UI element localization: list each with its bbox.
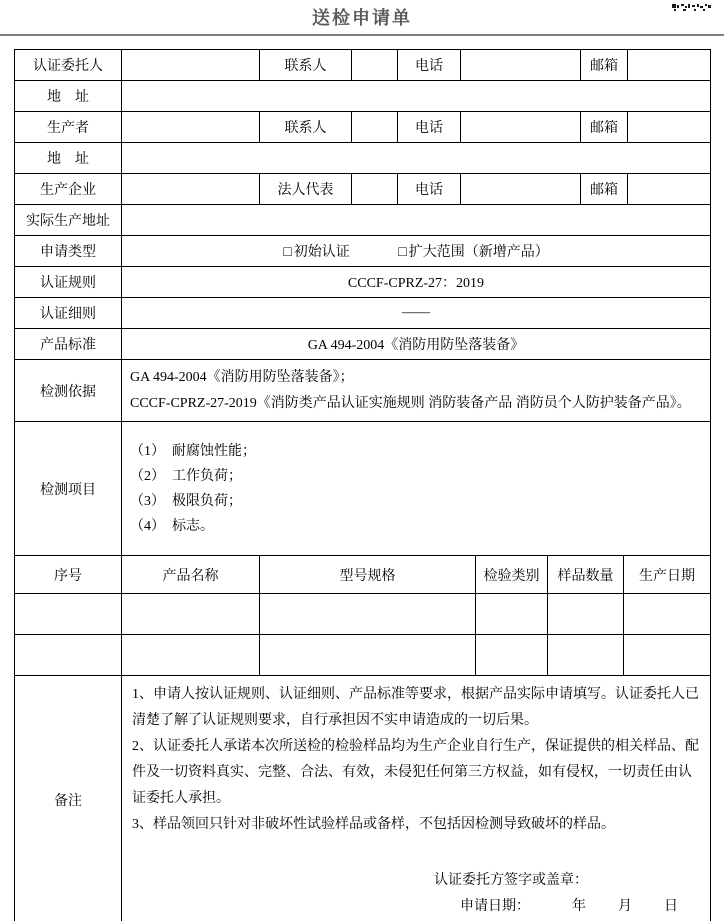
manufacturer-label: 生产企业 — [15, 174, 122, 205]
product-cell-model[interactable] — [260, 594, 476, 635]
cert-rule-value: CCCF-CPRZ-27：2019 — [122, 267, 711, 298]
product-cell-name[interactable] — [122, 635, 260, 676]
option-initial-cert-label: 初始认证 — [293, 245, 350, 260]
producer-value-cell[interactable] — [122, 112, 260, 143]
header-product-name: 产品名称 — [122, 556, 260, 594]
applicant-email-value-cell[interactable] — [628, 50, 711, 81]
qr-code-fragment-icon — [672, 0, 712, 9]
product-cell-quantity[interactable] — [548, 594, 624, 635]
legal-rep-value-cell[interactable] — [352, 174, 398, 205]
product-cell-model[interactable] — [260, 635, 476, 676]
cert-detail-value: —— — [122, 298, 711, 329]
applicant-label: 认证委托人 — [15, 50, 122, 81]
manufacturer-row — [15, 174, 711, 205]
test-basis-row — [15, 360, 711, 422]
applicant-contact-label: 联系人 — [260, 50, 352, 81]
product-cell-date[interactable] — [624, 594, 711, 635]
producer-label: 生产者 — [15, 112, 122, 143]
producer-email-label: 邮箱 — [581, 112, 628, 143]
signature-line: 认证委托方签字或盖章： — [434, 873, 588, 888]
checkbox-icon[interactable]: □ — [283, 245, 292, 260]
producer-address-row — [15, 143, 711, 174]
checkbox-scope-expansion[interactable] — [398, 241, 548, 261]
info-table — [14, 49, 711, 556]
producer-row — [15, 112, 711, 143]
test-items-list — [122, 422, 711, 556]
application-date-line — [132, 894, 700, 920]
application-type-label: 申请类型 — [15, 236, 122, 267]
test-item: （2） 工作负荷； — [130, 468, 242, 484]
product-row — [15, 635, 711, 676]
manufacturer-phone-label: 电话 — [398, 174, 461, 205]
test-item: （1） 耐腐蚀性能； — [130, 443, 256, 459]
manufacturer-email-value-cell[interactable] — [628, 174, 711, 205]
date-label: 申请日期： — [460, 899, 530, 914]
remarks-content — [122, 676, 711, 921]
product-cell-serial[interactable] — [15, 635, 122, 676]
actual-address-label: 实际生产地址 — [15, 205, 122, 236]
manufacturer-value-cell[interactable] — [122, 174, 260, 205]
cert-rule-row — [15, 267, 711, 298]
applicant-phone-value-cell[interactable] — [461, 50, 581, 81]
manufacturer-email-label: 邮箱 — [581, 174, 628, 205]
checkbox-icon[interactable]: □ — [398, 245, 407, 260]
title-divider — [0, 34, 724, 36]
product-standard-label: 产品标准 — [15, 329, 122, 360]
product-standard-row — [15, 329, 711, 360]
remarks-label: 备注 — [15, 676, 122, 921]
test-item: （3） 极限负荷； — [130, 493, 242, 509]
date-day-label: 日 — [664, 899, 678, 914]
test-items-row — [15, 422, 711, 556]
applicant-address-value-cell[interactable] — [122, 81, 711, 112]
checkbox-initial-cert[interactable] — [283, 241, 349, 261]
product-cell-name[interactable] — [122, 594, 260, 635]
product-header-row — [15, 556, 711, 594]
product-standard-value: GA 494-2004《消防用防坠落装备》 — [122, 329, 711, 360]
application-type-options — [122, 236, 711, 267]
actual-address-row — [15, 205, 711, 236]
option-scope-expansion-label: 扩大范围（新增产品） — [408, 245, 549, 260]
test-items-label: 检测项目 — [15, 422, 122, 556]
cert-detail-label: 认证细则 — [15, 298, 122, 329]
header-serial-number: 序号 — [15, 556, 122, 594]
manufacturer-phone-value-cell[interactable] — [461, 174, 581, 205]
cert-detail-row — [15, 298, 711, 329]
applicant-row — [15, 50, 711, 81]
remarks-row — [15, 676, 711, 921]
page-title: 送检申请单 — [312, 8, 412, 28]
legal-rep-label: 法人代表 — [260, 174, 352, 205]
producer-contact-label: 联系人 — [260, 112, 352, 143]
producer-email-value-cell[interactable] — [628, 112, 711, 143]
product-row — [15, 594, 711, 635]
actual-address-value-cell[interactable] — [122, 205, 711, 236]
date-month-label: 月 — [618, 899, 632, 914]
applicant-phone-label: 电话 — [398, 50, 461, 81]
header-model-spec: 型号规格 — [260, 556, 476, 594]
header-inspection-category: 检验类别 — [476, 556, 548, 594]
remarks-table — [14, 675, 711, 921]
applicant-contact-value-cell[interactable] — [352, 50, 398, 81]
date-year-label: 年 — [572, 899, 586, 914]
test-basis-label: 检测依据 — [15, 360, 122, 422]
test-basis-content — [122, 360, 711, 422]
applicant-address-row — [15, 81, 711, 112]
test-basis-line: GA 494-2004《消防用防坠落装备》； — [130, 369, 354, 385]
header-production-date: 生产日期 — [624, 556, 711, 594]
product-cell-date[interactable] — [624, 635, 711, 676]
product-cell-quantity[interactable] — [548, 635, 624, 676]
producer-phone-value-cell[interactable] — [461, 112, 581, 143]
producer-address-label: 地 址 — [15, 143, 122, 174]
test-item: （4） 标志。 — [130, 518, 214, 534]
signature-block — [132, 868, 700, 920]
producer-contact-value-cell[interactable] — [352, 112, 398, 143]
remark-item: 1、申请人按认证规则、认证细则、产品标准等要求，根据产品实际申请填写。认证委托人已清楚了解了认证规则要求，自行承担因不实申请造成的一切后果。 — [132, 687, 699, 728]
applicant-value-cell[interactable] — [122, 50, 260, 81]
producer-phone-label: 电话 — [398, 112, 461, 143]
applicant-address-label: 地 址 — [15, 81, 122, 112]
application-type-row — [15, 236, 711, 267]
product-cell-category[interactable] — [476, 594, 548, 635]
producer-address-value-cell[interactable] — [122, 143, 711, 174]
test-basis-line: CCCF-CPRZ-27-2019《消防类产品认证实施规则 消防装备产品 消防员个人防护装备产品》。 — [130, 395, 691, 411]
remark-item: 3、样品领回只针对非破坏性试验样品或备样，不包括因检测导致破坏的样品。 — [132, 817, 615, 832]
product-cell-category[interactable] — [476, 635, 548, 676]
remark-item: 2、认证委托人承诺本次所送检的检验样品均为生产企业自行生产，保证提供的相关样品、配件及一切资料真实、完整、合法、有效，未侵犯任何第三方权益，如有侵权，一切责任由认证委托人承担。 — [132, 739, 699, 806]
header-sample-quantity: 样品数量 — [548, 556, 624, 594]
cert-rule-label: 认证规则 — [15, 267, 122, 298]
product-cell-serial[interactable] — [15, 594, 122, 635]
product-table — [14, 555, 711, 676]
applicant-email-label: 邮箱 — [581, 50, 628, 81]
